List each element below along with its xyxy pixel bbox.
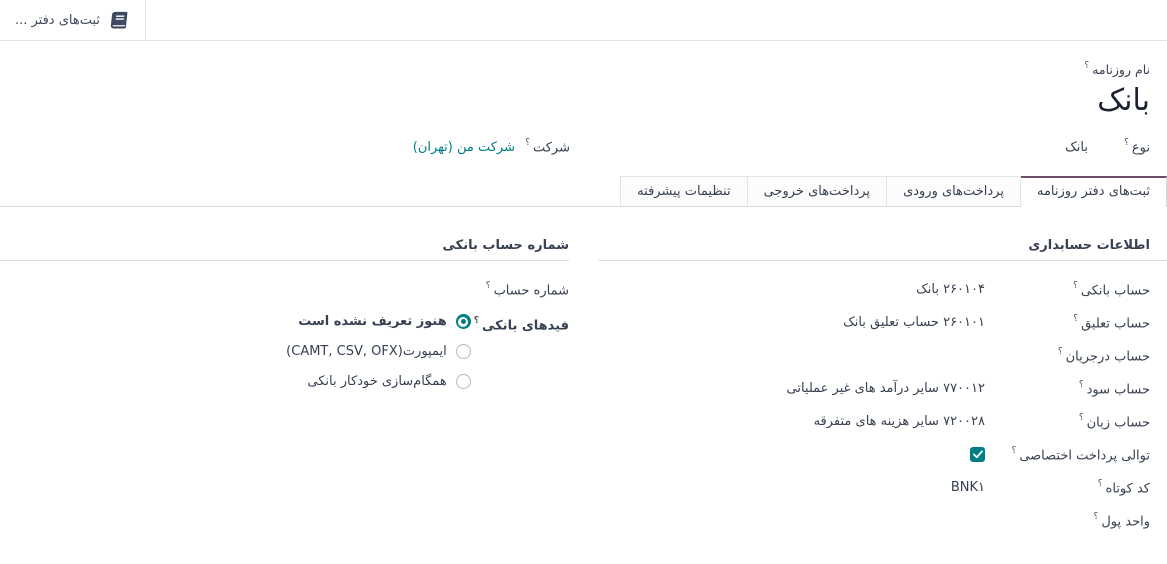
- outstanding-account-value[interactable]: [598, 348, 985, 365]
- field-outstanding-account: [598, 340, 1167, 373]
- loss-account-label: حساب زیان؟: [1078, 413, 1150, 431]
- bank-account-value[interactable]: ۲۶۰۱۰۴ بانک: [916, 281, 985, 297]
- field-bank-account: [598, 274, 1167, 307]
- header-meta-row: [0, 139, 1150, 155]
- tab-incoming-payments[interactable]: پرداخت‌های ورودی: [886, 176, 1021, 206]
- outstanding-account-label: حساب درجریان؟: [1057, 347, 1150, 365]
- form-header: [0, 62, 1167, 155]
- accounting-info-section: [598, 238, 1167, 538]
- field-short-code: [598, 472, 1167, 505]
- journal-type-value[interactable]: بانک: [1065, 139, 1088, 155]
- journal-type-label: نوع؟: [1124, 137, 1150, 155]
- journal-name-label: نام روزنامه؟: [1084, 61, 1150, 78]
- radio-unselected-icon: [456, 344, 471, 359]
- journal-book-icon: [109, 11, 130, 30]
- field-loss-account: [598, 406, 1167, 439]
- breadcrumb-label: ثبت‌های دفتر ...: [14, 12, 101, 28]
- help-icon: ؟: [525, 137, 530, 148]
- suspense-account-label: حساب تعلیق؟: [1073, 314, 1150, 332]
- help-icon: ؟: [1073, 281, 1078, 292]
- bank-account-label: حساب بانکی؟: [1073, 281, 1150, 299]
- tab-content-columns: [0, 207, 1167, 538]
- accounting-info-title: اطلاعات حسابداری: [598, 238, 1167, 261]
- help-icon: ؟: [1073, 314, 1079, 325]
- field-profit-account: [598, 373, 1167, 406]
- help-icon: ؟: [485, 281, 491, 292]
- field-bank-feeds: [0, 307, 569, 397]
- tab-outgoing-payments[interactable]: پرداخت‌های خروجی: [747, 176, 887, 206]
- radio-option-auto-sync[interactable]: همگام‌سازی خودکار بانکی: [286, 367, 471, 397]
- bank-feeds-radio-group: [286, 307, 471, 397]
- radio-option-import[interactable]: ایمپورت(CAMT, CSV, OFX): [286, 337, 471, 367]
- help-icon: ؟: [1124, 137, 1129, 148]
- help-icon: ؟: [1084, 61, 1090, 71]
- help-icon: ؟: [1011, 446, 1017, 457]
- radio-selected-icon: [456, 314, 471, 329]
- dedicated-payment-sequence-label: توالی پرداخت اختصاصی؟: [1011, 446, 1150, 464]
- form-sheet: [0, 41, 1167, 538]
- help-icon: ؟: [1057, 347, 1063, 358]
- loss-account-value[interactable]: ۷۲۰۰۲۸ سایر هزینه های متفرقه: [813, 413, 985, 429]
- notebook-tabbar: [0, 176, 1167, 207]
- breadcrumb[interactable]: [0, 0, 146, 40]
- top-bar: [0, 0, 1167, 41]
- field-dedicated-payment-sequence: [598, 439, 1167, 472]
- field-suspense-account: [598, 307, 1167, 340]
- field-currency: [598, 505, 1167, 538]
- short-code-label: کد کوتاه؟: [1097, 479, 1150, 497]
- radio-option-undefined[interactable]: هنوز تعریف نشده است: [286, 307, 471, 337]
- profit-account-value[interactable]: ۷۷۰۰۱۲ سایر درآمد های غیر عملیاتی: [786, 380, 985, 396]
- radio-unselected-icon: [456, 374, 471, 389]
- help-icon: ؟: [1078, 413, 1084, 424]
- currency-label: واحد پول؟: [1093, 512, 1150, 530]
- check-icon: [973, 450, 983, 459]
- bank-account-number-section: [0, 238, 569, 538]
- field-account-number: [0, 274, 569, 307]
- help-icon: ؟: [1078, 380, 1084, 391]
- field-company: [0, 139, 575, 155]
- currency-value[interactable]: [598, 513, 985, 530]
- profit-account-label: حساب سود؟: [1078, 380, 1150, 398]
- tab-advanced-settings[interactable]: تنظیمات پیشرفته: [620, 176, 747, 206]
- bank-feeds-label: فیدهای بانکی؟: [473, 315, 569, 334]
- journal-name-input[interactable]: بانک: [1097, 83, 1150, 119]
- dedicated-payment-sequence-checkbox[interactable]: [970, 447, 985, 462]
- bank-account-number-title: شماره حساب بانکی: [0, 238, 569, 261]
- suspense-account-value[interactable]: ۲۶۰۱۰۱ حساب تعلیق بانک: [843, 314, 985, 330]
- company-link[interactable]: شرکت من (تهران): [412, 139, 515, 155]
- help-icon: ؟: [1093, 512, 1099, 523]
- field-journal-type: [575, 139, 1150, 155]
- help-icon: ؟: [473, 315, 479, 326]
- short-code-value[interactable]: BNK۱: [950, 479, 985, 495]
- account-number-value[interactable]: [0, 282, 471, 299]
- account-number-label: شماره حساب؟: [485, 281, 569, 299]
- tab-journal-entries[interactable]: ثبت‌های دفتر روزنامه: [1020, 176, 1167, 207]
- help-icon: ؟: [1097, 479, 1103, 490]
- company-label: شرکت؟: [525, 137, 570, 155]
